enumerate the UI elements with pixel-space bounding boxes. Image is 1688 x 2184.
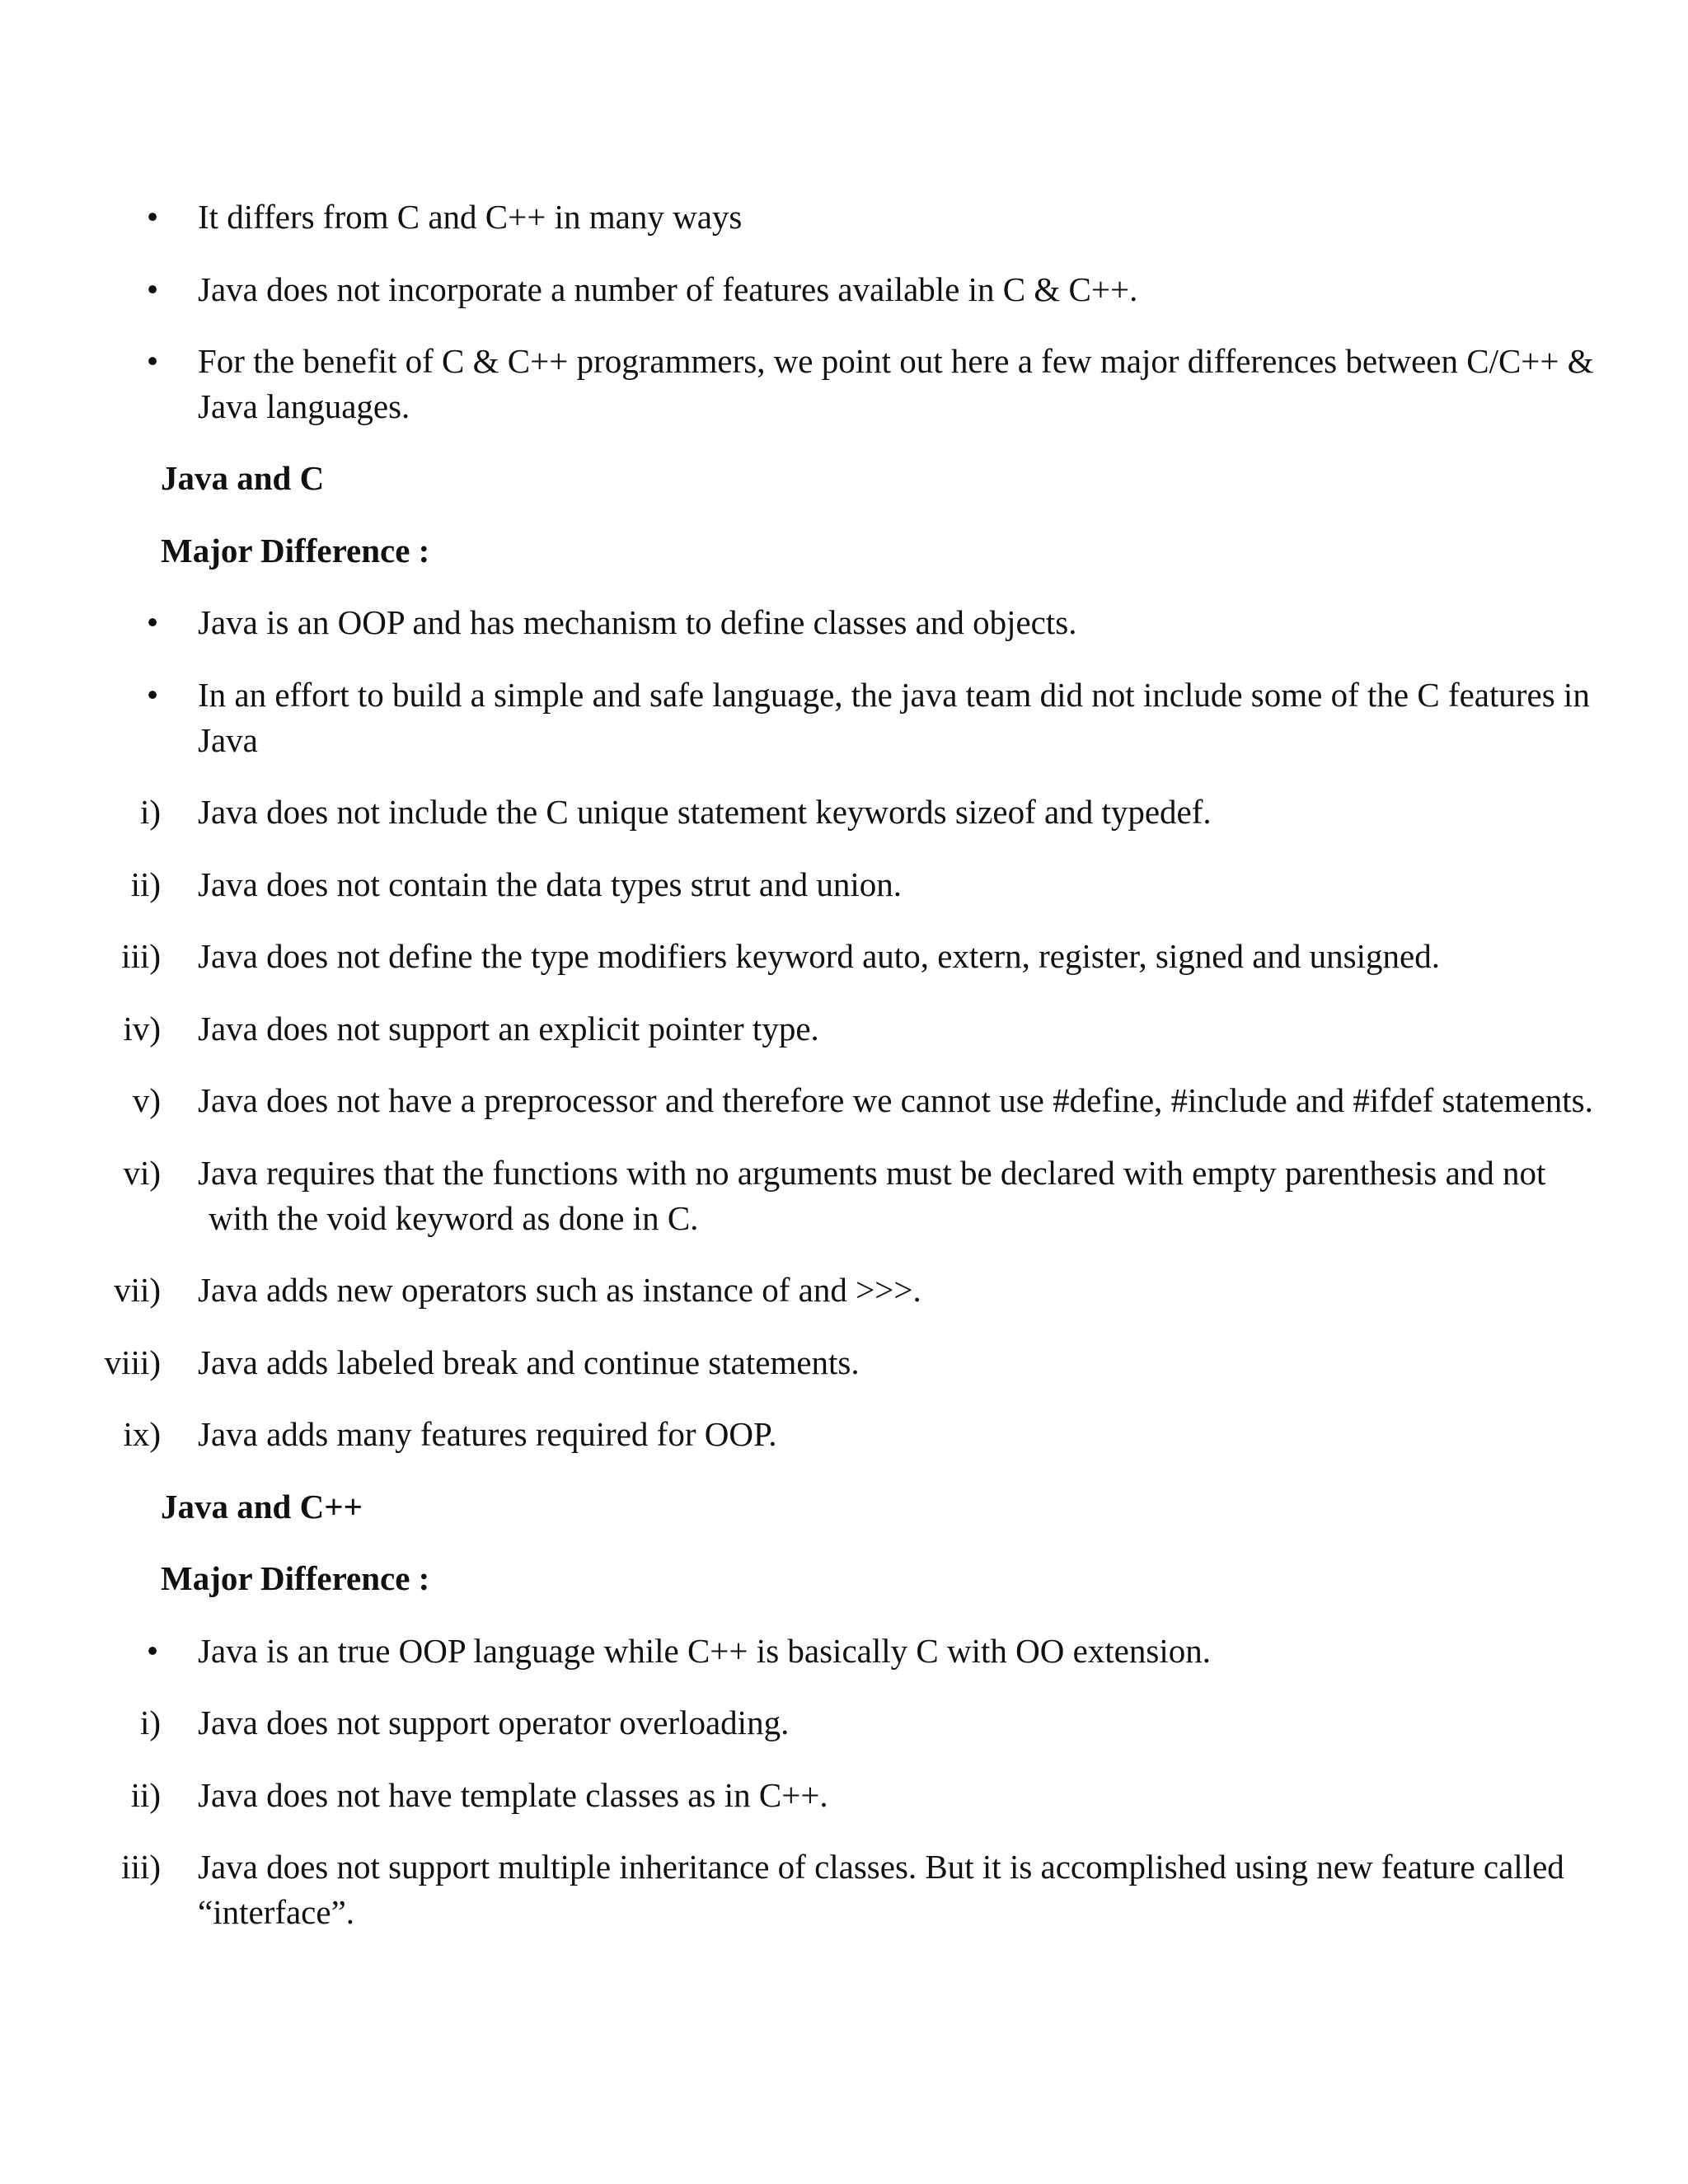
item-number: v) [132,1081,161,1119]
intro-bullet-3-cont: Java languages. [198,387,410,425]
section-heading-java-c: Java and C [161,459,325,497]
bullet-marker: • [146,342,159,380]
java-c-item: Java adds labeled break and continue statements. [198,1343,860,1381]
java-c-bullet-2-cont: Java [198,721,258,759]
item-number: i) [139,1704,161,1741]
intro-bullet-1: It differs from C and C++ in many ways [198,198,743,236]
java-cpp-item: Java does not have template classes as in C++. [198,1776,828,1814]
bullet-marker: • [146,676,159,714]
item-number: vii) [114,1271,161,1309]
section-heading-java-cpp: Java and C++ [161,1488,363,1526]
item-number: ii) [130,865,161,903]
bullet-marker: • [146,198,159,236]
java-cpp-item: Java does not support operator overloading. [198,1704,790,1741]
item-number: ix) [123,1415,161,1453]
item-number: iii) [121,1848,161,1886]
item-number: iii) [121,937,161,975]
item-number: vi) [123,1154,161,1192]
java-c-item: Java adds many features required for OOP. [198,1415,777,1453]
java-c-item: Java requires that the functions with no arguments must be declared with empty parenthesis and not [198,1154,1546,1192]
item-number: viii) [104,1343,161,1381]
intro-bullet-3: For the benefit of C & C++ programmers, we point out here a few major differences between C/C++ & [198,342,1594,380]
bullet-marker: • [146,1632,159,1670]
java-c-bullet-1: Java is an OOP and has mechanism to define classes and objects. [198,603,1077,641]
bullet-marker: • [146,270,159,308]
java-c-item: Java does not include the C unique statement keywords sizeof and typedef. [198,793,1212,831]
item-number: ii) [130,1776,161,1814]
java-c-item: Java does not contain the data types strut and union. [198,865,902,903]
java-c-item: Java does not define the type modifiers keyword auto, extern, register, signed and unsigned. [198,937,1440,975]
item-number: iv) [123,1010,161,1047]
item-number: i) [139,793,161,831]
subheading-major-difference: Major Difference : [161,1559,430,1597]
java-cpp-item: Java does not support multiple inheritance of classes. But it is accomplished using new feature called [198,1848,1564,1886]
java-cpp-item-cont: “interface”. [198,1893,355,1931]
java-c-item: Java does not support an explicit pointer type. [198,1010,819,1047]
java-cpp-bullet-1: Java is an true OOP language while C++ is basically C with OO extension. [198,1632,1211,1670]
bullet-marker: • [146,603,159,641]
java-c-item-cont: with the void keyword as done in C. [209,1199,699,1237]
subheading-major-difference: Major Difference : [161,532,430,569]
java-c-item: Java does not have a preprocessor and therefore we cannot use #define, #include and #ifdef statements. [198,1081,1593,1119]
java-c-bullet-2: In an effort to build a simple and safe language, the java team did not include some of the C features in [198,676,1590,714]
intro-bullet-2: Java does not incorporate a number of features available in C & C++. [198,270,1138,308]
java-c-item: Java adds new operators such as instance of and >>>. [198,1271,921,1309]
